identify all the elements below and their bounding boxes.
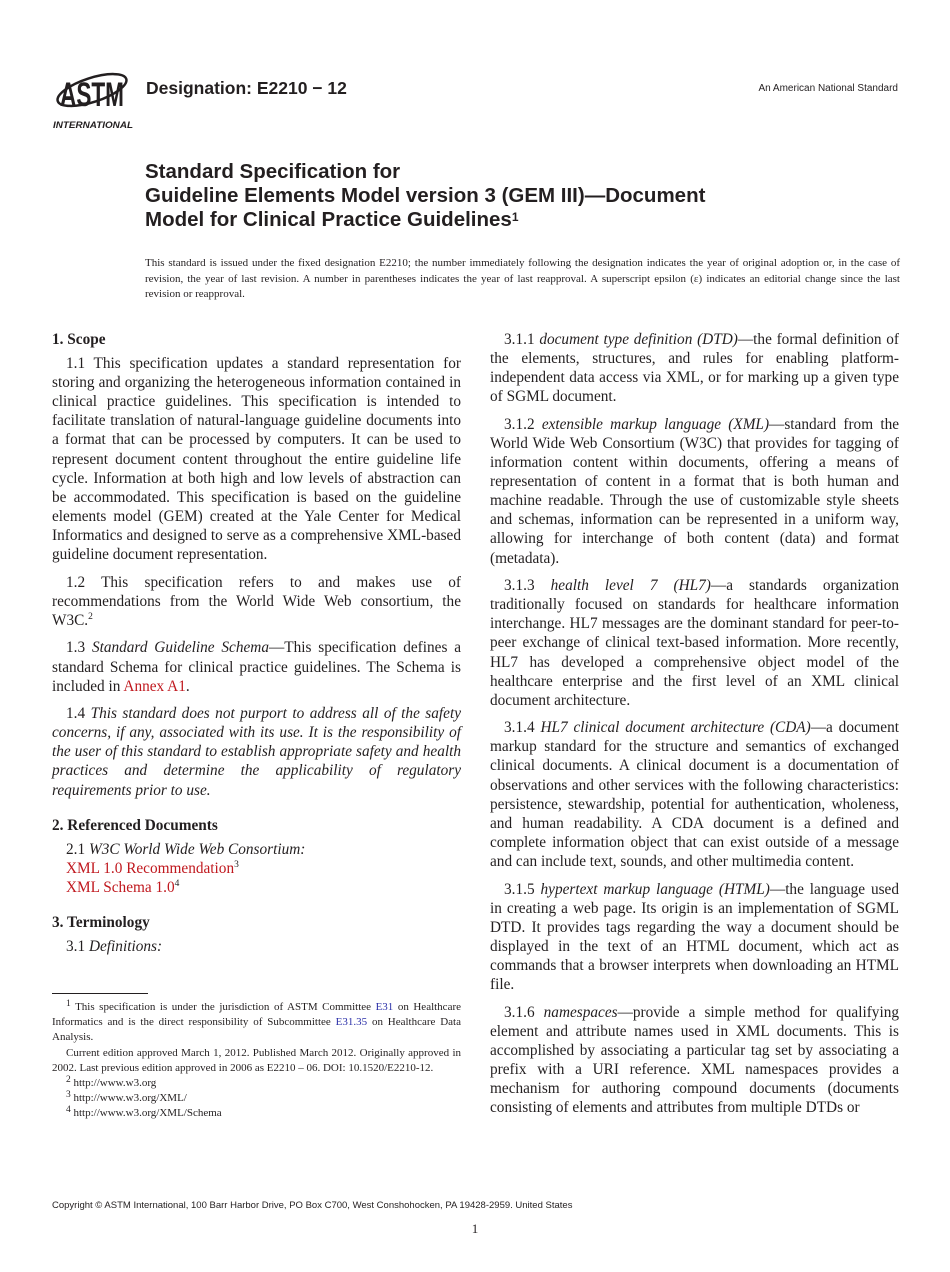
number: 3.1.2	[504, 415, 542, 433]
text: on Healthcare Data Analysis.	[52, 1016, 461, 1044]
footnote-mark: 4	[66, 1105, 71, 1116]
footnote-mark: 2	[66, 1075, 71, 1086]
number: 3.1.1	[504, 331, 540, 348]
paragraph-3-1	[52, 937, 461, 956]
term: extensible markup language (XML)	[541, 415, 770, 433]
reference-link[interactable]: XML 1.0 Recommendation	[66, 859, 235, 877]
footnote-ref[interactable]: 2	[88, 611, 93, 622]
annex-link[interactable]: Annex A1	[123, 677, 186, 695]
text: —the language used in creating a web page. Its origin is an implementation of SGML DTD. It provides tags regarding the way a document should be displayed in the text of an HTML document, which act as commands that a browser interprets when downloading an HTML file.	[490, 880, 899, 993]
number: 3.1.6	[504, 1003, 544, 1021]
url: http://www.w3.org	[70, 1077, 157, 1090]
right-column	[490, 330, 899, 1126]
paragraph-2-1	[52, 840, 461, 859]
subcommittee-link[interactable]: E31.35	[335, 1016, 368, 1029]
text: W3C World Wide Web Consortium:	[88, 840, 306, 858]
text: —a document markup standard for the structure and semantics of exchanged clinical documents. A clinical document is a documentation of observations and other services with the following characteristics: persistence, stewardship, potential for authentication, wholeness, and human readability. A CDA document is a defined and complete information object that can exist outside of a message and can include text, sounds, and other multimedia content.	[490, 719, 899, 870]
designation-notice: This standard is issued under the fixed designation E2210; the number immediately following the designation indicates the year of original adoption or, in the case of revision, the year of last revision. A number in parentheses indicates the year of last reapproval. A superscript epsilon (ε) indicates an editorial change since the last revision or reapproval.	[145, 257, 900, 300]
term: namespaces	[543, 1003, 618, 1021]
section-heading-referenced-documents: 2. Referenced Documents	[52, 816, 218, 834]
title-text: Model for Clinical Practice Guidelines	[145, 208, 512, 231]
number: 2.1	[66, 840, 89, 858]
number: 1.3	[66, 639, 92, 657]
document-title	[145, 160, 865, 232]
edition-note: Current edition approved March 1, 2012. Published March 2012. Originally approved in 2002. Last previous edition approved in 2006 as E2210 – 06. DOI: 10.1520/E2210-12.	[52, 1046, 461, 1074]
term: hypertext markup language (HTML)	[540, 880, 770, 898]
astm-logo	[52, 56, 134, 132]
footnote-divider	[52, 993, 148, 994]
page-number: 1	[471, 1221, 479, 1236]
svg-text:INTERNATIONAL: INTERNATIONAL	[53, 120, 133, 130]
section-heading-terminology: 3. Terminology	[52, 914, 150, 932]
footnote-mark: 1	[66, 999, 71, 1009]
text: —provide a simple method for qualifying element and attribute names used in XML documents. This is accomplished by associating a particular tag set by associating a prefix with a URI reference. XML namespaces provides a mechanism for authoring compound documents (documents consisting of elements and attributes from multiple DTDs or	[490, 1003, 899, 1117]
reference-item	[66, 878, 461, 897]
reference-link[interactable]: XML Schema 1.0	[66, 878, 175, 896]
designation: Designation: E2210 − 12	[146, 78, 347, 98]
definition-3-1-3	[490, 576, 899, 710]
footnote-1	[52, 1000, 461, 1046]
number: 3.1.4	[504, 719, 541, 737]
title-line: Standard Specification for	[145, 160, 401, 183]
number: 3.1	[66, 938, 89, 956]
text: This specification is under the jurisdiction of ASTM Committee	[70, 1001, 376, 1013]
number: 1.4	[66, 705, 91, 723]
definition-3-1-5	[490, 880, 899, 995]
text: Definitions:	[88, 938, 163, 956]
term: health level 7 (HL7)	[550, 577, 711, 595]
number: 3.1.3	[504, 577, 551, 595]
text: —the formal definition of the elements, structures, and rules for enabling platform-independent data access via XML, or for marking up a given type of SGML document.	[490, 331, 900, 406]
text: 1.2 This specification refers to and makes use of recommendations from the World Wide Web consortium, the W3C.	[52, 573, 461, 629]
footnote-mark: 3	[66, 1090, 71, 1101]
paragraph-1-1: 1.1 This specification updates a standard representation for storing and organizing the heterogeneous information contained in clinical practice guidelines. This specification is intended to facilitate translation of natural-language guideline documents into a format that can be processed by computers. It can be used to represent document content throughout the entire guideline life cycle. Information at both high and low levels of abstraction can be accommodated. This specification is based on the guideline elements model (GEM) created at the Yale Center for Medical Informatics and designed to serve as a comprehensive XML-based guideline document representation.	[52, 355, 461, 564]
number: 3.1.5	[504, 880, 541, 898]
left-column	[52, 330, 461, 965]
copyright: Copyright © ASTM International, 100 Barr Harbor Drive, PO Box C700, West Conshohocken, PA 19428-2959. United States	[52, 1200, 573, 1211]
footnote-3	[52, 1091, 461, 1106]
safety-caveat: This standard does not purport to address all of the safety concerns, if any, associated with its use. It is the responsibility of the user of this standard to establish appropriate safety and health practices and determine the applicability of regulatory requirements prior to use.	[52, 705, 461, 799]
paragraph-1-4	[52, 704, 461, 799]
text: on Healthcare Informatics and is the direct responsibility of Subcommittee	[52, 1001, 461, 1029]
paragraph-1-3	[52, 638, 461, 695]
reference-item	[66, 859, 461, 878]
term: document type definition (DTD)	[539, 331, 738, 348]
national-standard-label: An American National Standard	[758, 83, 898, 94]
footnote-4	[52, 1106, 461, 1121]
definition-3-1-6	[490, 1003, 899, 1118]
text: —standard from the World Wide Web Consortium (W3C) that provides for tagging of information content within documents, offering a means of representation of content in a format that is both human and machine readable. Through the use of customizable style sheets and schemas, information can be represented in a uniform way, allowing for interchange of both content (data) and format (metadata).	[490, 415, 900, 567]
text: —a standards organization traditionally focused on standards for healthcare information interchange. HL7 messages are the dominant standard for peer-to-peer exchange of clinical text-based information. More recently, HL7 has developed a comprehensive object model of the healthcare enterprise and the first level of an XML clinical document architecture.	[490, 577, 899, 709]
term: Standard Guideline Schema	[91, 639, 269, 657]
section-heading-scope: 1. Scope	[52, 331, 106, 348]
url: http://www.w3.org/XML/	[70, 1092, 187, 1105]
title-line: Guideline Elements Model version 3 (GEM III)—Document	[145, 184, 706, 207]
definition-3-1-4	[490, 718, 899, 871]
title-line	[145, 208, 865, 232]
footnote-ref[interactable]: 4	[174, 878, 180, 889]
text: —This specification defines a standard Schema for clinical practice guidelines. The Schema is included in	[52, 639, 461, 695]
footnotes	[52, 1000, 461, 1122]
committee-link[interactable]: E31	[375, 1001, 394, 1013]
definition-3-1-1	[490, 330, 899, 406]
term: HL7 clinical document architecture (CDA)	[540, 719, 811, 737]
title-footnote-mark: 1	[511, 210, 519, 224]
paragraph-1-2	[52, 573, 461, 630]
svg-text:ASTM: ASTM	[60, 76, 124, 114]
footnote-ref[interactable]: 3	[234, 859, 239, 870]
footnote-2	[52, 1076, 461, 1091]
url: http://www.w3.org/XML/Schema	[70, 1107, 222, 1120]
text: .	[185, 677, 190, 695]
definition-3-1-2	[490, 415, 899, 568]
